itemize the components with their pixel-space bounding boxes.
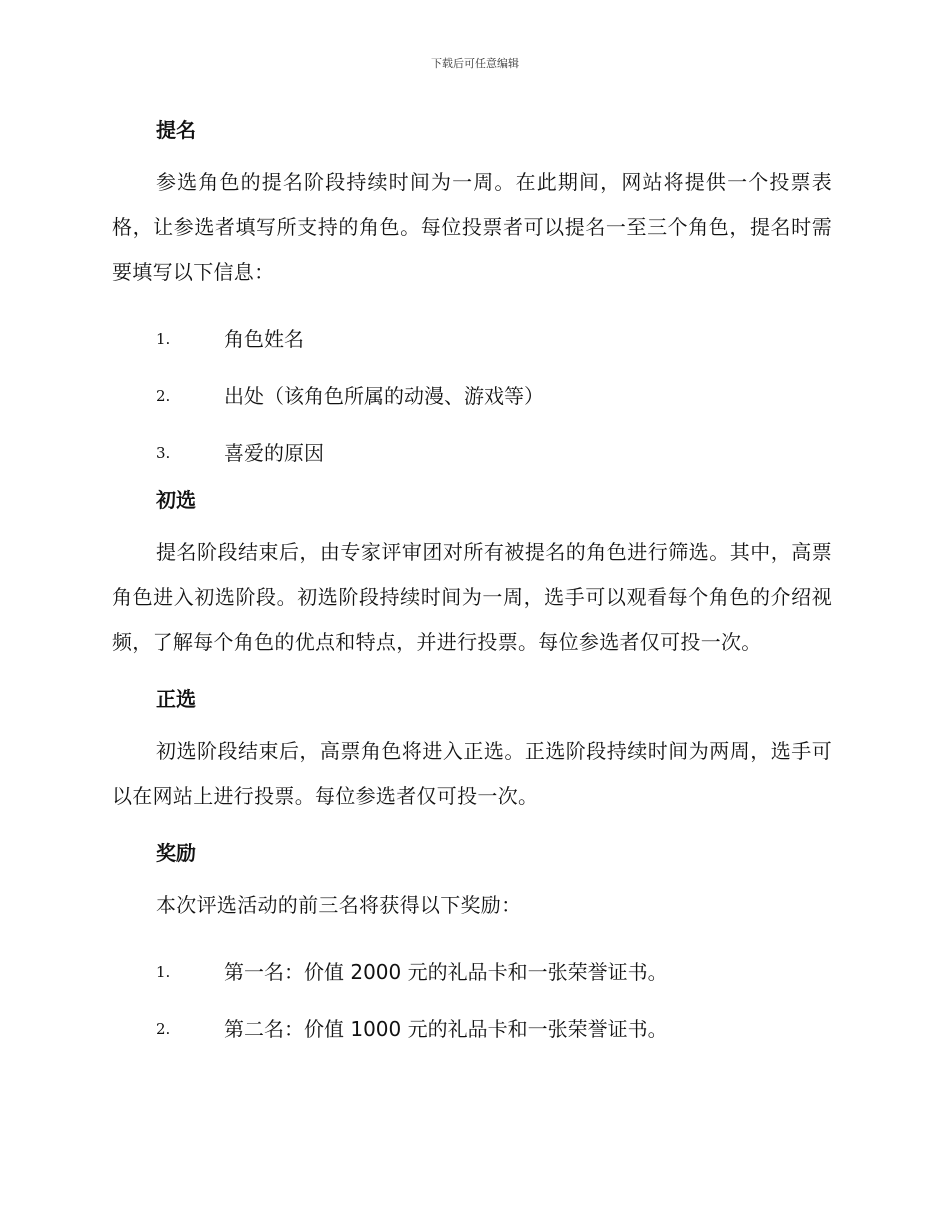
section-heading-nomination: 提名 — [156, 118, 196, 142]
section-paragraph-final: 初选阶段结束后，高票角色将进入正选。正选阶段持续时间为两周，选手可以在网站上进行投票。每位参选者仅可投一次。 — [112, 739, 832, 808]
rewards-list — [112, 944, 832, 1058]
section-heading-rewards: 奖励 — [156, 841, 196, 865]
document-body — [112, 112, 832, 1058]
list-item — [112, 425, 832, 482]
nomination-list — [112, 311, 832, 482]
section-heading-preliminary: 初选 — [156, 488, 196, 512]
list-number: 2. — [156, 387, 171, 405]
list-item — [112, 1001, 832, 1058]
list-item — [112, 944, 832, 1001]
section-paragraph-nomination: 参选角色的提名阶段持续时间为一周。在此期间，网站将提供一个投票表格，让参选者填写所支持的角色。每位投票者可以提名一至三个角色，提名时需要填写以下信息： — [112, 170, 832, 284]
section-paragraph-preliminary: 提名阶段结束后，由专家评审团对所有被提名的角色进行筛选。其中，高票角色进入初选阶段。初选阶段持续时间为一周，选手可以观看每个角色的介绍视频，了解每个角色的优点和特点，并进行投票。每位参选者仅可投一次。 — [112, 540, 832, 654]
list-number: 2. — [156, 1020, 171, 1038]
page-header: 下载后可任意编辑 — [431, 57, 519, 70]
list-number: 3. — [156, 444, 171, 462]
list-number: 1. — [156, 330, 171, 348]
section-heading-final: 正选 — [156, 687, 196, 711]
list-number: 1. — [156, 963, 171, 981]
list-text: 第一名：价值 2000 元的礼品卡和一张荣誉证书。 — [224, 960, 668, 984]
list-item — [112, 311, 832, 368]
section-paragraph-rewards: 本次评选活动的前三名将获得以下奖励： — [156, 893, 522, 917]
list-text: 出处（该角色所属的动漫、游戏等） — [224, 384, 544, 408]
list-text: 喜爱的原因 — [224, 441, 324, 465]
list-text: 第二名：价值 1000 元的礼品卡和一张荣誉证书。 — [224, 1017, 668, 1041]
list-item — [112, 368, 832, 425]
list-text: 角色姓名 — [224, 327, 304, 351]
